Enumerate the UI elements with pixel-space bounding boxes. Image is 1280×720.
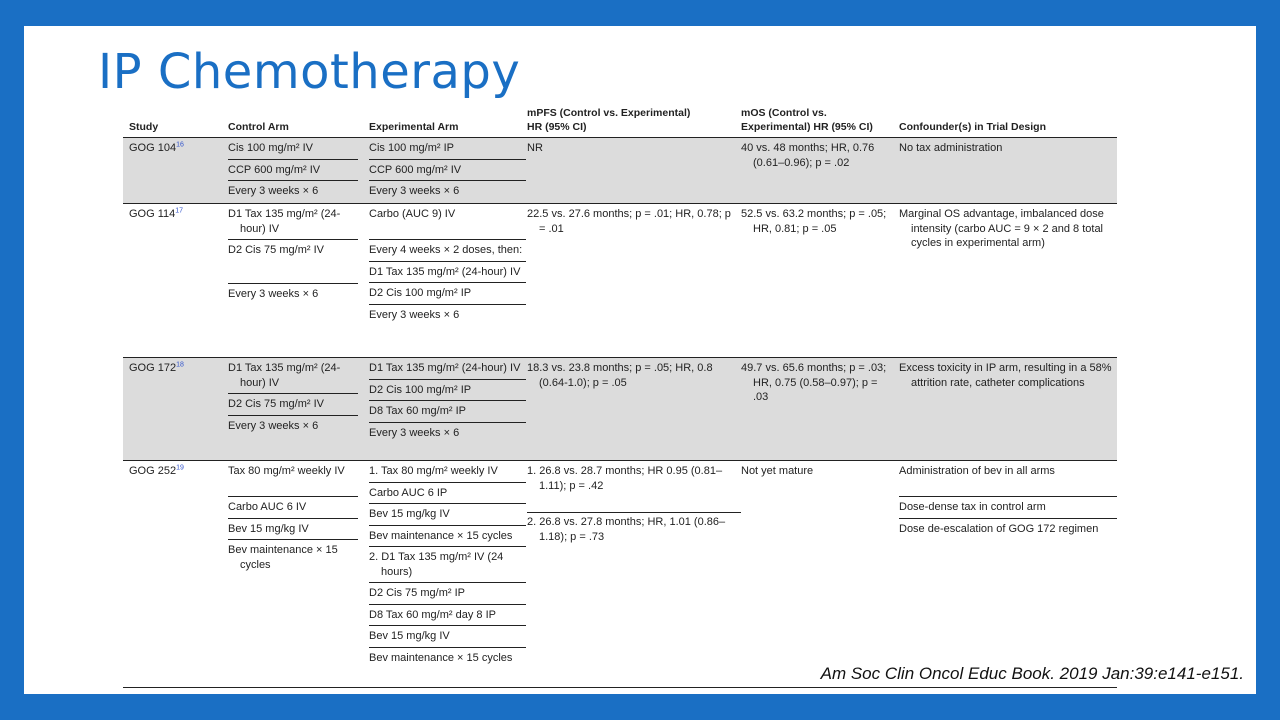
mpfs-value: 2. 26.8 vs. 27.8 months; HR, 1.01 (0.86–1.18); p = .73 [527, 516, 726, 543]
experimental-line: D2 Cis 100 mg/m² IP [369, 283, 526, 305]
slide-title: IP Chemotherapy [98, 44, 521, 100]
mpfs-value: 1. 26.8 vs. 28.7 months; HR 0.95 (0.81–1.11); p = .42 [527, 465, 723, 492]
reference-superscript: 19 [176, 464, 184, 472]
confounders-value: Administration of bev in all arms [899, 461, 1117, 497]
mpfs-value: 18.3 vs. 23.8 months; p = .05; HR, 0.8 (0.64-1.0); p = .05 [527, 362, 713, 389]
experimental-line: Carbo AUC 6 IP [369, 483, 526, 505]
confounders-value: Dose de-escalation of GOG 172 regimen [899, 522, 1099, 535]
control-line: Carbo AUC 6 IV [228, 497, 358, 519]
confounders-cell [899, 138, 1117, 159]
mpfs-cell [527, 204, 739, 239]
mpfs-value: 22.5 vs. 27.6 months; p = .01; HR, 0.78; p = .01 [527, 208, 731, 235]
mos-value: 52.5 vs. 63.2 months; p = .05; HR, 0.81; p = .05 [741, 208, 887, 235]
header-confounders: Confounder(s) in Trial Design [899, 121, 1047, 133]
mos-value: Not yet mature [741, 465, 814, 477]
table-row-gog252 [123, 461, 1117, 688]
header-mos [741, 106, 873, 134]
study-name: GOG 104 [129, 142, 177, 154]
header-mos-line2: Experimental) HR (95% CI) [741, 121, 873, 133]
table-row-gog172 [123, 358, 1117, 461]
mos-value: 49.7 vs. 65.6 months; p = .03; HR, 0.75 (0.58–0.97); p = .03 [741, 362, 887, 403]
study-cell [129, 204, 219, 225]
header-experimental-arm: Experimental Arm [369, 121, 459, 133]
experimental-line: Carbo (AUC 9) IV [369, 204, 526, 240]
experimental-line: Bev 15 mg/kg IV [369, 626, 526, 648]
experimental-line: CCP 600 mg/m² IV [369, 160, 526, 182]
mos-value: 40 vs. 48 months; HR, 0.76 (0.61–0.96); p = .02 [741, 142, 875, 169]
study-name: GOG 114 [129, 208, 176, 220]
experimental-line: D2 Cis 100 mg/m² IP [369, 380, 526, 402]
experimental-arm-cell [369, 461, 526, 668]
study-cell [129, 138, 219, 159]
experimental-line: Every 3 weeks × 6 [369, 185, 460, 197]
table-row-gog104 [123, 138, 1117, 204]
reference-superscript: 18 [176, 361, 184, 369]
confounders-cell [899, 204, 1117, 254]
header-study: Study [129, 121, 159, 133]
header-mos-line1: mOS (Control vs. [741, 107, 827, 119]
control-line: Tax 80 mg/m² weekly IV [228, 461, 358, 497]
study-cell [129, 358, 219, 379]
confounders-value: Excess toxicity in IP arm, resulting in a 58% attrition rate, catheter complications [899, 362, 1112, 389]
experimental-line: D8 Tax 60 mg/m² IP [369, 401, 526, 423]
confounders-cell [899, 358, 1117, 393]
reference-superscript: 16 [176, 141, 184, 149]
citation: Am Soc Clin Oncol Educ Book. 2019 Jan:39:e141-e151. [820, 664, 1244, 683]
experimental-line: Every 3 weeks × 6 [369, 308, 460, 321]
confounders-value: Dose-dense tax in control arm [899, 497, 1117, 519]
experimental-line: D1 Tax 135 mg/m² (24-hour) IV [369, 358, 526, 380]
confounders-cell [899, 461, 1117, 539]
experimental-line: Bev 15 mg/kg IV [369, 504, 526, 526]
study-cell [129, 461, 219, 482]
header-mpfs-line1: mPFS (Control vs. Experimental) [527, 107, 691, 119]
experimental-line: Every 3 weeks × 6 [369, 426, 460, 439]
experimental-line: Every 4 weeks × 2 doses, then: [369, 240, 526, 262]
experimental-line: 1. Tax 80 mg/m² weekly IV [369, 461, 526, 483]
control-line: Every 3 weeks × 6 [228, 419, 319, 432]
header-mpfs [527, 106, 690, 134]
mpfs-divider [527, 512, 741, 513]
mos-cell [741, 138, 891, 173]
experimental-line: D8 Tax 60 mg/m² day 8 IP [369, 605, 526, 627]
mos-cell [741, 204, 893, 239]
control-line: CCP 600 mg/m² IV [228, 160, 358, 182]
control-arm-cell [228, 461, 358, 575]
header-control-arm: Control Arm [228, 121, 289, 133]
control-line: Cis 100 mg/m² IV [228, 138, 358, 160]
header-mpfs-line2: HR (95% CI) [527, 121, 587, 133]
control-line: D2 Cis 75 mg/m² IV [228, 394, 358, 416]
control-line: D1 Tax 135 mg/m² (24-hour) IV [228, 204, 358, 240]
control-arm-cell [228, 138, 358, 202]
experimental-arm-cell [369, 204, 526, 325]
mos-cell [741, 358, 893, 408]
mpfs-cell [527, 138, 735, 159]
experimental-line: D1 Tax 135 mg/m² (24-hour) IV [369, 262, 526, 284]
table-row-gog114 [123, 204, 1117, 358]
control-arm-cell [228, 204, 358, 305]
control-line: Bev 15 mg/kg IV [228, 519, 358, 541]
trials-table [123, 102, 1117, 688]
control-line: Every 3 weeks × 6 [228, 288, 319, 300]
experimental-line: Cis 100 mg/m² IP [369, 138, 526, 160]
study-name: GOG 252 [129, 465, 177, 477]
slide [24, 26, 1256, 694]
table-header [123, 102, 1117, 138]
experimental-line: D2 Cis 75 mg/m² IP [369, 583, 526, 605]
control-arm-cell [228, 358, 358, 436]
control-line: D1 Tax 135 mg/m² (24-hour) IV [228, 358, 358, 394]
mpfs-cell [527, 461, 727, 547]
mpfs-value: NR [527, 142, 543, 154]
control-line: Bev maintenance × 15 cycles [228, 544, 338, 571]
experimental-arm-cell [369, 138, 526, 202]
mos-cell [741, 461, 893, 482]
experimental-line: Bev maintenance × 15 cycles [369, 651, 513, 664]
experimental-line: 2. D1 Tax 135 mg/m² IV (24 hours) [369, 547, 526, 583]
experimental-arm-cell [369, 358, 526, 443]
experimental-line: Bev maintenance × 15 cycles [369, 526, 526, 548]
confounders-value: No tax administration [899, 142, 1003, 154]
mpfs-cell [527, 358, 727, 393]
study-name: GOG 172 [129, 362, 177, 374]
confounders-value: Marginal OS advantage, imbalanced dose intensity (carbo AUC = 9 × 2 and 8 total cycles in experimental arm) [899, 208, 1104, 249]
reference-superscript: 17 [175, 207, 184, 215]
control-line: D2 Cis 75 mg/m² IV [228, 240, 358, 284]
control-line: Every 3 weeks × 6 [228, 185, 319, 197]
